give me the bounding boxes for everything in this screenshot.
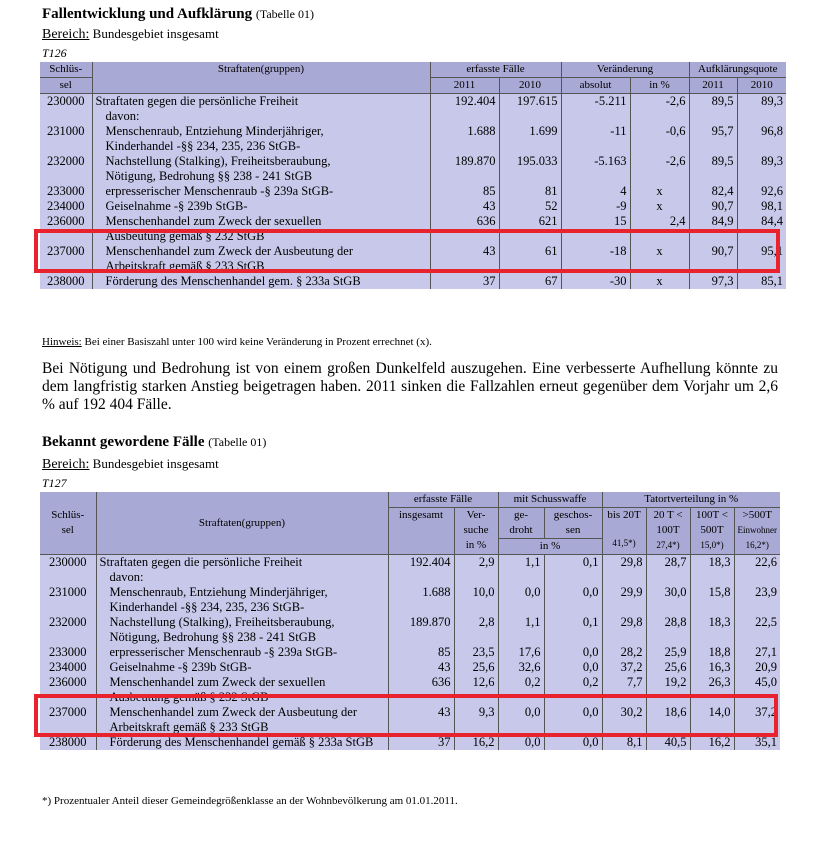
cell-att: 10,0 bbox=[454, 585, 498, 615]
cell-a: 30,2 bbox=[602, 705, 646, 735]
cell-att bbox=[454, 570, 498, 585]
cell-a: 29,8 bbox=[602, 555, 646, 571]
row-key: 238000 bbox=[47, 274, 85, 288]
cell-thr: 1,1 bbox=[498, 555, 544, 571]
cell-b: 28,8 bbox=[646, 615, 690, 645]
cell-b: 19,2 bbox=[646, 675, 690, 705]
t2-d2-line3: 27,4*) bbox=[656, 540, 680, 550]
row-offense-line1: Nachstellung (Stalking), Freiheitsberaubung, bbox=[105, 154, 331, 168]
cell-d: 45,0 bbox=[734, 675, 780, 705]
row-offense-line2: Arbeitskraft gemäß § 233 StGB bbox=[105, 259, 265, 273]
section2-title-line bbox=[42, 434, 266, 451]
row-offense bbox=[96, 570, 388, 585]
cell-thr: 1,1 bbox=[498, 615, 544, 645]
cell-d: 20,9 bbox=[734, 660, 780, 675]
row-key: 231000 bbox=[49, 585, 87, 599]
row-offense-line1: Menschenhandel zum Zweck der sexuellen bbox=[105, 214, 322, 228]
cell-pct: x bbox=[630, 244, 689, 274]
row-key: 232000 bbox=[47, 154, 85, 168]
section1-area-value: Bundesgebiet insgesamt bbox=[92, 26, 219, 41]
t2-col-firearm-header: mit Schusswaffe bbox=[498, 492, 602, 508]
table1-row bbox=[40, 214, 786, 244]
cell-b: 25,9 bbox=[646, 645, 690, 660]
cell-pct: x bbox=[630, 199, 689, 214]
cell-b bbox=[646, 570, 690, 585]
t2-attempt-line1: Ver- bbox=[466, 509, 486, 521]
cell-att: 12,6 bbox=[454, 675, 498, 705]
row-offense bbox=[92, 109, 430, 124]
cell-sht: 0,1 bbox=[544, 615, 602, 645]
cell-a bbox=[602, 570, 646, 585]
row-key: 237000 bbox=[49, 705, 87, 719]
row-offense-line1: Nachstellung (Stalking), Freiheitsberaubung, bbox=[109, 615, 335, 629]
row-offense-line1: erpresserischer Menschenraub -§ 239a StGB- bbox=[109, 645, 338, 659]
row-offense bbox=[96, 735, 388, 750]
cell-q2010: 84,4 bbox=[737, 214, 786, 244]
cell-att: 16,2 bbox=[454, 735, 498, 750]
row-offense-line2: Kinderhandel -§§ 234, 235, 236 StGB- bbox=[109, 600, 305, 614]
cell-c2010: 61 bbox=[499, 244, 561, 274]
cell-c: 14,0 bbox=[690, 705, 734, 735]
table2-row bbox=[40, 675, 780, 705]
t2-attempt-line2: suche bbox=[463, 524, 489, 536]
table1-row bbox=[40, 199, 786, 214]
row-offense-line1: davon: bbox=[105, 109, 140, 123]
t2-col-dist-1 bbox=[602, 508, 646, 555]
row-offense-line1: Förderung des Menschenhandel gem. § 233a StGB bbox=[105, 274, 361, 288]
row-key: 236000 bbox=[47, 214, 85, 228]
t2-threat-line1: ge- bbox=[513, 509, 529, 521]
cell-abs: -5.163 bbox=[561, 154, 630, 184]
section2-area-value: Bundesgebiet insgesamt bbox=[92, 456, 219, 471]
table2-header-row-1 bbox=[40, 492, 780, 508]
row-offense bbox=[92, 154, 430, 184]
row-key bbox=[40, 109, 92, 124]
note-label: Hinweis: bbox=[42, 336, 82, 348]
cell-abs: -30 bbox=[561, 274, 630, 289]
row-offense bbox=[96, 615, 388, 645]
col-percent: in % bbox=[630, 78, 689, 94]
cell-q2011: 97,3 bbox=[689, 274, 737, 289]
cell-d: 37,2 bbox=[734, 705, 780, 735]
cell-sht: 0,0 bbox=[544, 660, 602, 675]
table2-row bbox=[40, 615, 780, 645]
cell-pct: -0,6 bbox=[630, 124, 689, 154]
t2-col-total: insgesamt bbox=[388, 508, 454, 555]
cell-pct: x bbox=[630, 274, 689, 289]
cell-c2010: 52 bbox=[499, 199, 561, 214]
section1-code: T126 bbox=[42, 46, 67, 60]
t2-d3-line3: 15,0*) bbox=[700, 540, 724, 550]
cell-total: 43 bbox=[388, 705, 454, 735]
cell-a: 28,2 bbox=[602, 645, 646, 660]
cell-c2010: 197.615 bbox=[499, 94, 561, 110]
section1-area bbox=[42, 26, 219, 43]
table1-row bbox=[40, 109, 786, 124]
t2-d1-line1: bis 20T bbox=[607, 509, 641, 521]
cell-d: 23,9 bbox=[734, 585, 780, 615]
cell-q2010: 85,1 bbox=[737, 274, 786, 289]
row-offense-line1: Menschenhandel zum Zweck der Ausbeutung der bbox=[105, 244, 353, 258]
table1-row bbox=[40, 94, 786, 110]
row-key: 234000 bbox=[47, 199, 85, 213]
row-offense-line1: Förderung des Menschenhandel gemäß § 233a StGB bbox=[109, 735, 374, 749]
t2-d4-line1: >500T bbox=[742, 509, 772, 521]
table2-row bbox=[40, 660, 780, 675]
cell-c2011: 192.404 bbox=[430, 94, 499, 110]
cell-total: 189.870 bbox=[388, 615, 454, 645]
t2-d4-line2: Einwohner bbox=[737, 525, 778, 535]
row-key: 231000 bbox=[47, 124, 85, 138]
cell-q2011: 90,7 bbox=[689, 244, 737, 274]
cell-sht: 0,0 bbox=[544, 705, 602, 735]
body-paragraph: Bei Nötigung und Bedrohung ist von einem großen Dunkelfeld auszugehen. Eine verbesserte Aufhellung könnte zu dem langfristig starken Anstieg beigetragen haben. 2011 sinken die Fallzahlen erneut gegenüber dem Vorjahr um 2,6 % auf 192 404 Fälle. bbox=[42, 360, 778, 413]
cell-q2011: 89,5 bbox=[689, 94, 737, 110]
cell-total: 37 bbox=[388, 735, 454, 750]
cell-pct: x bbox=[630, 184, 689, 199]
cell-sht: 0,0 bbox=[544, 585, 602, 615]
t2-col-offense-header: Straftaten(gruppen) bbox=[96, 492, 388, 555]
cell-d: 27,1 bbox=[734, 645, 780, 660]
cell-c2011: 85 bbox=[430, 184, 499, 199]
cell-sht bbox=[544, 570, 602, 585]
row-offense bbox=[92, 184, 430, 199]
t2-d2-line2: 100T bbox=[656, 524, 680, 536]
cell-c2011: 1.688 bbox=[430, 124, 499, 154]
note-text: Bei einer Basiszahl unter 100 wird keine Veränderung in Prozent errechnet (x). bbox=[84, 336, 432, 348]
cell-c2010: 1.699 bbox=[499, 124, 561, 154]
cell-c: 18,8 bbox=[690, 645, 734, 660]
table2-row bbox=[40, 645, 780, 660]
row-offense-line1: Menschenhandel zum Zweck der Ausbeutung der bbox=[109, 705, 357, 719]
cell-q2010 bbox=[737, 109, 786, 124]
cell-abs: -11 bbox=[561, 124, 630, 154]
t2-d2-line1: 20 T < bbox=[653, 509, 683, 521]
row-offense bbox=[92, 214, 430, 244]
row-key: 234000 bbox=[49, 660, 87, 674]
row-offense-line2: Nötigung, Bedrohung §§ 238 - 241 StGB bbox=[105, 169, 313, 183]
row-offense bbox=[96, 645, 388, 660]
cell-c: 15,8 bbox=[690, 585, 734, 615]
cell-d: 35,1 bbox=[734, 735, 780, 750]
cell-q2010: 89,3 bbox=[737, 154, 786, 184]
row-offense-line2: Arbeitskraft gemäß § 233 StGB bbox=[109, 720, 269, 734]
table1-header-row-1 bbox=[40, 62, 786, 78]
cell-c: 16,3 bbox=[690, 660, 734, 675]
cell-a: 7,7 bbox=[602, 675, 646, 705]
section2-table-ref: (Tabelle 01) bbox=[208, 435, 267, 449]
t2-col-key-header bbox=[40, 492, 96, 555]
row-key: 230000 bbox=[47, 94, 85, 108]
cell-b: 28,7 bbox=[646, 555, 690, 571]
row-key: 233000 bbox=[49, 645, 87, 659]
cell-q2011: 90,7 bbox=[689, 199, 737, 214]
cell-c2010: 81 bbox=[499, 184, 561, 199]
t2-shot-line1: geschos- bbox=[553, 509, 593, 521]
cell-abs: -9 bbox=[561, 199, 630, 214]
col-change-header: Veränderung bbox=[561, 62, 689, 78]
row-offense-line1: Geiselnahme -§ 239b StGB- bbox=[109, 660, 252, 674]
cell-c2011: 43 bbox=[430, 199, 499, 214]
t2-d4-line3: 16,2*) bbox=[745, 540, 769, 550]
cell-total: 636 bbox=[388, 675, 454, 705]
cell-a: 29,9 bbox=[602, 585, 646, 615]
cell-c2010 bbox=[499, 109, 561, 124]
cell-thr: 0,0 bbox=[498, 735, 544, 750]
cell-att: 23,5 bbox=[454, 645, 498, 660]
row-offense-line1: Menschenraub, Entziehung Minderjähriger, bbox=[109, 585, 328, 599]
row-offense bbox=[92, 94, 430, 110]
cell-thr bbox=[498, 570, 544, 585]
cell-c: 26,3 bbox=[690, 675, 734, 705]
cell-q2011: 95,7 bbox=[689, 124, 737, 154]
cell-att: 2,8 bbox=[454, 615, 498, 645]
cell-c: 18,3 bbox=[690, 615, 734, 645]
row-offense-line2: Kinderhandel -§§ 234, 235, 236 StGB- bbox=[105, 139, 301, 153]
table1-row bbox=[40, 154, 786, 184]
cell-q2011: 89,5 bbox=[689, 154, 737, 184]
table2-row bbox=[40, 555, 780, 571]
cell-c2010: 195.033 bbox=[499, 154, 561, 184]
cell-thr: 0,0 bbox=[498, 585, 544, 615]
cell-abs: 15 bbox=[561, 214, 630, 244]
t2-col-shot bbox=[544, 508, 602, 539]
table1-row bbox=[40, 274, 786, 289]
col-cases-header: erfasste Fälle bbox=[430, 62, 561, 78]
row-offense-line2: Nötigung, Bedrohung §§ 238 - 241 StGB bbox=[109, 630, 317, 644]
cell-thr: 0,0 bbox=[498, 705, 544, 735]
row-offense bbox=[96, 675, 388, 705]
col-key-header: Schlüs- bbox=[40, 62, 92, 78]
section2-title: Bekannt gewordene Fälle bbox=[42, 434, 205, 450]
cell-c2011: 189.870 bbox=[430, 154, 499, 184]
section2-area bbox=[42, 456, 219, 473]
cell-sht: 0,0 bbox=[544, 645, 602, 660]
cell-d bbox=[734, 570, 780, 585]
table2-row bbox=[40, 735, 780, 750]
t2-col-attempt bbox=[454, 508, 498, 555]
row-key bbox=[40, 570, 96, 585]
col-clear-2011: 2011 bbox=[689, 78, 737, 94]
cell-total: 192.404 bbox=[388, 555, 454, 571]
cell-total: 43 bbox=[388, 660, 454, 675]
t2-col-dist-4 bbox=[734, 508, 780, 555]
row-offense bbox=[96, 660, 388, 675]
row-offense bbox=[96, 555, 388, 571]
cell-b: 30,0 bbox=[646, 585, 690, 615]
cell-att: 9,3 bbox=[454, 705, 498, 735]
t2-d3-line1: 100T < bbox=[696, 509, 728, 521]
row-offense bbox=[96, 705, 388, 735]
t2-key-line1: Schlüs- bbox=[51, 509, 85, 521]
row-offense bbox=[92, 274, 430, 289]
col-offense-header: Straftaten(gruppen) bbox=[92, 62, 430, 94]
t2-attempt-line3: in % bbox=[465, 539, 487, 551]
cell-abs: -18 bbox=[561, 244, 630, 274]
cell-c: 18,3 bbox=[690, 555, 734, 571]
section1-title: Fallentwicklung und Aufklärung bbox=[42, 6, 253, 22]
cell-q2010: 95,1 bbox=[737, 244, 786, 274]
table-bekannt-gewordene-faelle bbox=[40, 492, 780, 750]
cell-c2010: 67 bbox=[499, 274, 561, 289]
cell-sht: 0,0 bbox=[544, 735, 602, 750]
col-key-header-2: sel bbox=[40, 78, 92, 94]
row-key: 232000 bbox=[49, 615, 87, 629]
cell-q2011: 82,4 bbox=[689, 184, 737, 199]
t2-key-line2: sel bbox=[61, 524, 74, 536]
cell-abs: 4 bbox=[561, 184, 630, 199]
t2-d3-line2: 500T bbox=[700, 524, 724, 536]
cell-abs: -5.211 bbox=[561, 94, 630, 110]
section1-table-ref: (Tabelle 01) bbox=[255, 7, 314, 21]
cell-thr: 32,6 bbox=[498, 660, 544, 675]
table-falle-aufklaerung bbox=[40, 62, 786, 289]
row-offense-line2: Ausbeutung gemäß § 232 StGB bbox=[105, 229, 265, 243]
cell-pct bbox=[630, 109, 689, 124]
cell-d: 22,5 bbox=[734, 615, 780, 645]
row-offense-line1: davon: bbox=[109, 570, 144, 584]
section1-note bbox=[42, 336, 432, 348]
row-offense-line1: Straftaten gegen die persönliche Freiheit bbox=[99, 555, 303, 569]
cell-total: 85 bbox=[388, 645, 454, 660]
cell-total bbox=[388, 570, 454, 585]
cell-att: 2,9 bbox=[454, 555, 498, 571]
cell-abs bbox=[561, 109, 630, 124]
cell-sht: 0,2 bbox=[544, 675, 602, 705]
cell-b: 25,6 bbox=[646, 660, 690, 675]
col-cases-2011: 2011 bbox=[430, 78, 499, 94]
row-offense-line1: Menschenraub, Entziehung Minderjähriger, bbox=[105, 124, 324, 138]
cell-a: 29,8 bbox=[602, 615, 646, 645]
table2-row bbox=[40, 585, 780, 615]
t2-col-distribution-header: Tatortverteilung in % bbox=[602, 492, 780, 508]
cell-pct: -2,6 bbox=[630, 94, 689, 110]
cell-c2010: 621 bbox=[499, 214, 561, 244]
cell-q2010: 89,3 bbox=[737, 94, 786, 110]
section2-code: T127 bbox=[42, 476, 67, 490]
t2-col-dist-2 bbox=[646, 508, 690, 555]
cell-c2011 bbox=[430, 109, 499, 124]
cell-c2011: 636 bbox=[430, 214, 499, 244]
t2-col-dist-3 bbox=[690, 508, 734, 555]
section2-footnote: *) Prozentualer Anteil dieser Gemeindegrößenklasse an der Wohnbevölkerung am 01.01.2011. bbox=[42, 795, 458, 807]
table1-row bbox=[40, 124, 786, 154]
row-key: 233000 bbox=[47, 184, 85, 198]
cell-total: 1.688 bbox=[388, 585, 454, 615]
row-offense bbox=[92, 199, 430, 214]
table1-row bbox=[40, 244, 786, 274]
section1-title-line bbox=[42, 6, 314, 23]
cell-q2010: 96,8 bbox=[737, 124, 786, 154]
col-absolute: absolut bbox=[561, 78, 630, 94]
row-offense-line1: Straftaten gegen die persönliche Freiheit bbox=[95, 94, 299, 108]
cell-sht: 0,1 bbox=[544, 555, 602, 571]
section2-area-label: Bereich: bbox=[42, 457, 90, 472]
cell-c bbox=[690, 570, 734, 585]
row-key: 237000 bbox=[47, 244, 85, 258]
cell-a: 37,2 bbox=[602, 660, 646, 675]
row-offense-line1: erpresserischer Menschenraub -§ 239a StGB- bbox=[105, 184, 334, 198]
cell-pct: -2,6 bbox=[630, 154, 689, 184]
row-offense-line1: Menschenhandel zum Zweck der sexuellen bbox=[109, 675, 326, 689]
cell-thr: 0,2 bbox=[498, 675, 544, 705]
cell-c: 16,2 bbox=[690, 735, 734, 750]
row-offense-line1: Geiselnahme -§ 239b StGB- bbox=[105, 199, 248, 213]
row-offense bbox=[92, 244, 430, 274]
cell-pct: 2,4 bbox=[630, 214, 689, 244]
t2-shot-line2: sen bbox=[565, 524, 581, 536]
cell-q2011 bbox=[689, 109, 737, 124]
row-offense-line2: Ausbeutung gemäß § 232 StGB bbox=[109, 690, 269, 704]
cell-q2010: 98,1 bbox=[737, 199, 786, 214]
cell-q2011: 84,9 bbox=[689, 214, 737, 244]
section1-area-label: Bereich: bbox=[42, 27, 90, 42]
t2-col-threat bbox=[498, 508, 544, 539]
cell-att: 25,6 bbox=[454, 660, 498, 675]
col-clearance-header: Aufklärungsquote bbox=[689, 62, 786, 78]
row-key: 230000 bbox=[49, 555, 87, 569]
table2-row bbox=[40, 705, 780, 735]
row-key: 236000 bbox=[49, 675, 87, 689]
t2-threat-line2: droht bbox=[509, 524, 533, 536]
cell-d: 22,6 bbox=[734, 555, 780, 571]
cell-b: 40,5 bbox=[646, 735, 690, 750]
table2-row bbox=[40, 570, 780, 585]
cell-a: 8,1 bbox=[602, 735, 646, 750]
col-cases-2010: 2010 bbox=[499, 78, 561, 94]
t2-d1-line2: 41,5*) bbox=[612, 538, 636, 548]
t2-col-cases-header: erfasste Fälle bbox=[388, 492, 498, 508]
cell-q2010: 92,6 bbox=[737, 184, 786, 199]
cell-c2011: 37 bbox=[430, 274, 499, 289]
table1-row bbox=[40, 184, 786, 199]
t2-col-firearm-pct: in % bbox=[498, 539, 602, 555]
row-key: 238000 bbox=[49, 735, 87, 749]
cell-c2011: 43 bbox=[430, 244, 499, 274]
row-offense bbox=[92, 124, 430, 154]
col-clear-2010: 2010 bbox=[737, 78, 786, 94]
cell-b: 18,6 bbox=[646, 705, 690, 735]
cell-thr: 17,6 bbox=[498, 645, 544, 660]
row-offense bbox=[96, 585, 388, 615]
